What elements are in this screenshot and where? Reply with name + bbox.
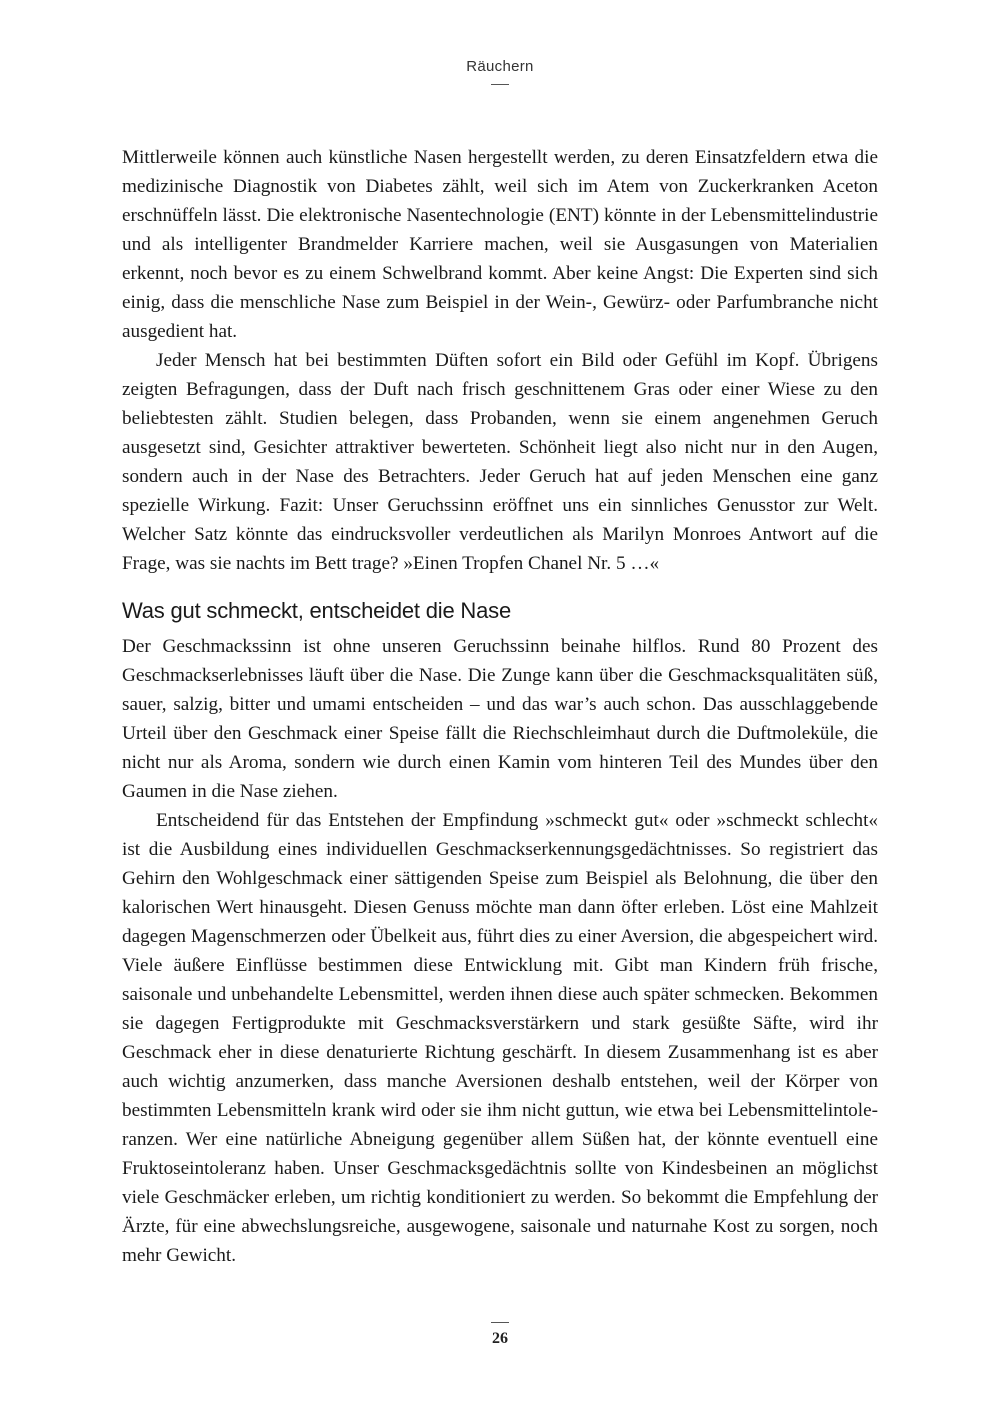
running-header: Räuchern [466,58,534,75]
paragraph-3: Der Geschmackssinn ist ohne unseren Geruchssinn beinahe hilflos. Rund 80 Prozent des Geschmackserlebnisses läuft über die Nase. Die Zunge kann über die Geschmacksqualitäten süß, sauer, salzig, bitter und umami entscheiden – und das war’s auch schon. Das ausschlaggebende Urteil über den Geschmack einer Speise fällt die Riechschleimhaut durch die Duftmoleküle, die nicht nur als Aroma, sondern wie durch einen Kamin vom hinteren Teil des Mundes über den Gaumen in die Nase ziehen. [122,636,878,802]
header-rule [491,84,509,85]
paragraph-4: Entscheidend für das Entstehen der Empfindung »schmeckt gut« oder »schmeckt schlecht« ist die Ausbildung eines individuellen Geschmackserkennungsgedächtnisses. So registriert das Gehirn den Wohlgeschmack einer sättigenden Speise zum Beispiel als Belohnung, die über den kalorischen Wert hinausgeht. Diesen Genuss möchte man dann öfter erleben. Löst eine Mahlzeit dagegen Magenschmerzen oder Übelkeit aus, führt dies zu einer Aversion, die abgespeichert wird. Viele äußere Einflüsse bestimmen diese Entwicklung mit. Gibt man Kindern früh frische, saisonale und unbehandelte Lebensmittel, werden ihnen diese auch später schmecken. Bekommen sie dagegen Fertigprodukte mit Geschmacksverstärkern und stark gesüßte Säfte, wird ihr Geschmack eher in diese denaturierte Richtung geschärft. In diesem Zusammenhang ist es aber auch wichtig anzumerken, dass manche Aversionen deshalb entstehen, weil der Körper von bestimmten Lebensmitteln krank wird oder sie ihm nicht guttun, wie etwa bei Lebensmittelintoleranzen. Wer eine natürliche Abneigung gegenüber allem Süßen hat, der könnte eventuell eine Fruktoseintoleranz haben. Unser Geschmacksgedächtnis sollte von Kindesbeinen an möglichst viele Geschmäcker erleben, um richtig konditioniert zu werden. So bekommt die Empfehlung der Ärzte, für eine abwechslungsreiche, ausgewogene, saisonale und naturnahe Kost zu sorgen, noch mehr Gewicht. [122,810,878,1266]
body-text [122,143,878,1270]
footer-rule [491,1322,509,1323]
paragraph-2: Jeder Mensch hat bei bestimmten Düften sofort ein Bild oder Gefühl im Kopf. Übrigens zeigten Befragungen, dass der Duft nach frisch geschnittenem Gras oder einer Wiese zu den beliebtesten zählt. Studien belegen, dass Probanden, wenn sie einem angenehmen Geruch ausgesetzt sind, Gesichter attraktiver bewerteten. Schönheit liegt also nicht nur in den Augen, sondern auch in der Nase des Betrachters. Jeder Geruch hat auf jeden Menschen eine ganz spezielle Wirkung. Fazit: Unser Geruchssinn eröffnet uns ein sinnliches Genusstor zur Welt. Welcher Satz könnte das eindrucksvoller verdeutlichen als Marilyn Monroes Antwort auf die Frage, was sie nachts im Bett trage? »Einen Tropfen Chanel Nr. 5 …« [122,350,878,574]
page-number: 26 [492,1330,508,1347]
section-heading: Was gut schmeckt, entscheidet die Nase [122,598,511,623]
paragraph-1: Mittlerweile können auch künstliche Nasen hergestellt werden, zu deren Einsatzfeldern etwa die medizinische Diagnostik von Diabetes zählt, weil sich im Atem von Zuckerkranken Aceton erschnüffeln lässt. Die elektronische Nasentechnologie (ENT) könnte in der Lebensmittelindustrie und als intelligenter Brandmelder Karriere machen, weil sie Ausgasungen von Materialien erkennt, noch bevor es zu einem Schwelbrand kommt. Aber keine Angst: Die Experten sind sich einig, dass die menschliche Nase zum Beispiel in der Wein-, Gewürz- oder Parfumbranche nicht ausgedient hat. [122,147,878,342]
